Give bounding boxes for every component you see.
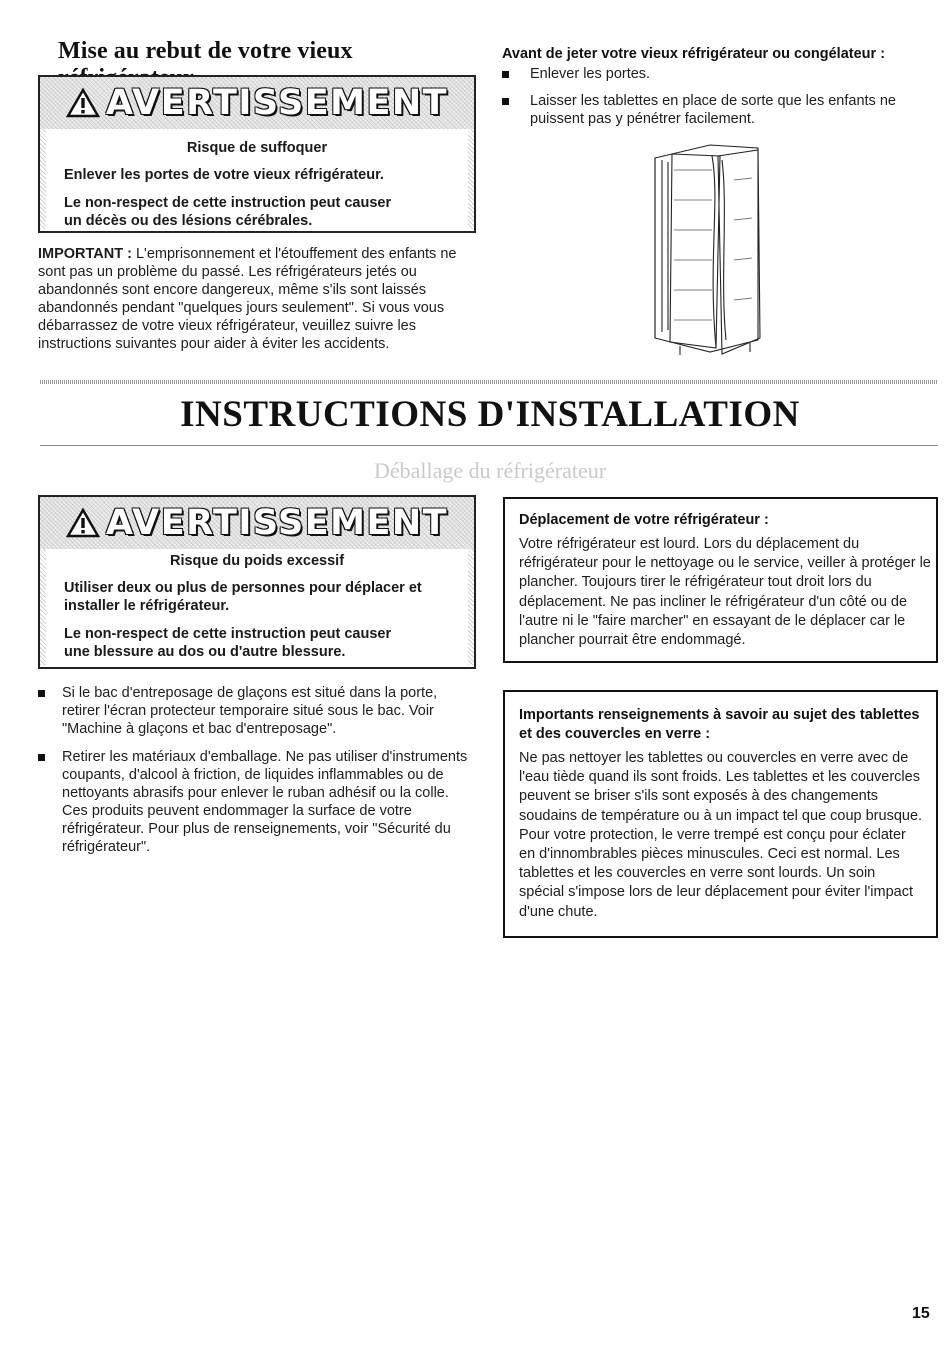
shelves-info-box bbox=[503, 690, 938, 938]
list-item: Si le bac d'entreposage de glaçons est situé dans la porte, retirer l'écran protecteur temporaire situé sous le bac. Voir "Machine à glaçons et bac d'entreposage". bbox=[38, 684, 474, 738]
warning-instruction-line-2: installer le réfrigérateur. bbox=[64, 598, 230, 614]
important-label: IMPORTANT : bbox=[38, 246, 132, 262]
warning-consequence-line-2: un décès ou des lésions cérébrales. bbox=[64, 213, 313, 229]
unpacking-list bbox=[38, 684, 474, 865]
list-item: Laisser les tablettes en place de sorte que les enfants ne puissent pas y pénétrer facilement. bbox=[502, 92, 922, 128]
moving-info-box bbox=[503, 497, 938, 663]
weight-warning-box bbox=[38, 495, 476, 669]
important-paragraph bbox=[38, 245, 474, 353]
before-disposal-section bbox=[502, 45, 922, 137]
section-divider-dotted bbox=[40, 380, 938, 384]
warning-instruction-line-1: Utiliser deux ou plus de personnes pour déplacer et bbox=[64, 580, 422, 596]
unpacking-subtitle: Déballage du réfrigérateur bbox=[373, 458, 607, 483]
refrigerator-illustration bbox=[650, 140, 770, 360]
before-disposal-title: Avant de jeter votre vieux réfrigérateur ou congélateur : bbox=[502, 46, 886, 62]
warning-instruction: Enlever les portes de votre vieux réfrigérateur. bbox=[64, 167, 384, 183]
list-item: Enlever les portes. bbox=[502, 65, 922, 83]
shelves-title: Importants renseignements à savoir au sujet des tablettes et des couvercles en verre : bbox=[519, 707, 920, 742]
title-divider bbox=[40, 445, 938, 446]
disposal-title: Mise au rebut de votre vieux bbox=[58, 38, 353, 64]
suffocation-warning-box bbox=[38, 75, 476, 233]
before-disposal-list bbox=[502, 65, 922, 128]
warning-body bbox=[40, 129, 474, 229]
warning-title: AVERTISSEMENT bbox=[105, 503, 449, 543]
moving-title: Déplacement de votre réfrigérateur : bbox=[519, 512, 769, 528]
warning-header bbox=[40, 497, 474, 549]
page-number: 15 bbox=[912, 1305, 930, 1322]
warning-header bbox=[40, 77, 474, 129]
warning-body bbox=[40, 549, 474, 665]
warning-triangle-icon bbox=[66, 508, 100, 538]
installation-title: INSTRUCTIONS D'INSTALLATION bbox=[180, 394, 800, 435]
warning-risk: Risque de suffoquer bbox=[186, 140, 328, 156]
warning-title: AVERTISSEMENT bbox=[105, 83, 449, 123]
moving-text: Votre réfrigérateur est lourd. Lors du déplacement du réfrigérateur pour le nettoyage ou le service, veiller à protéger le plancher. Toujours tirer le réfrigérateur tout droit lors du déplacement. Ne pas incliner le réfrigérateur d'un côté ou de l'autre ni le "faire marcher" en essayant de le déplacer car le plancher pourrait être endommagé. bbox=[519, 536, 931, 649]
warning-triangle-icon bbox=[66, 88, 100, 118]
warning-consequence-line-1: Le non-respect de cette instruction peut causer bbox=[64, 626, 392, 642]
list-item: Retirer les matériaux d'emballage. Ne pas utiliser d'instruments coupants, d'alcool à friction, de liquides inflammables ou de nettoyants abrasifs pour enlever le ruban adhésif ou la colle. Ces produits peuvent endommager la surface de votre réfrigérateur. Pour plus de renseignements, voir "Sécurité du réfrigérateur". bbox=[38, 748, 474, 856]
shelves-text: Ne pas nettoyer les tablettes ou couvercles en verre avec de l'eau tiède quand ils sont froids. Les tablettes et les couvercles peuvent se briser s'ils sont exposés à des changements soudains de température ou à un impact tel que coup brusque. Pour votre protection, le verre trempé est conçu pour éclater en d'innombrables pièces minuscules. Ceci est normal. Les tablettes et les couvercles en verre sont lourds. Un soin spécial s'impose lors de leur déplacement pour éviter l'impact d'une chute. bbox=[519, 750, 923, 920]
warning-consequence-line-1: Le non-respect de cette instruction peut causer bbox=[64, 195, 392, 211]
warning-consequence-line-2: une blessure au dos ou d'autre blessure. bbox=[64, 644, 346, 660]
important-text: L'emprisonnement et l'étouffement des enfants ne sont pas un problème du passé. Les réfrigérateurs jetés ou abandonnés sont encore dangereux, même s'ils sont laissés abandonnés pendant "quelques jours seulement". Si vous vous débarrassez de votre vieux réfrigérateur, veuillez suivre les instructions suivantes pour aider à éviter les accidents. bbox=[38, 246, 457, 352]
warning-risk: Risque du poids excessif bbox=[169, 553, 345, 569]
